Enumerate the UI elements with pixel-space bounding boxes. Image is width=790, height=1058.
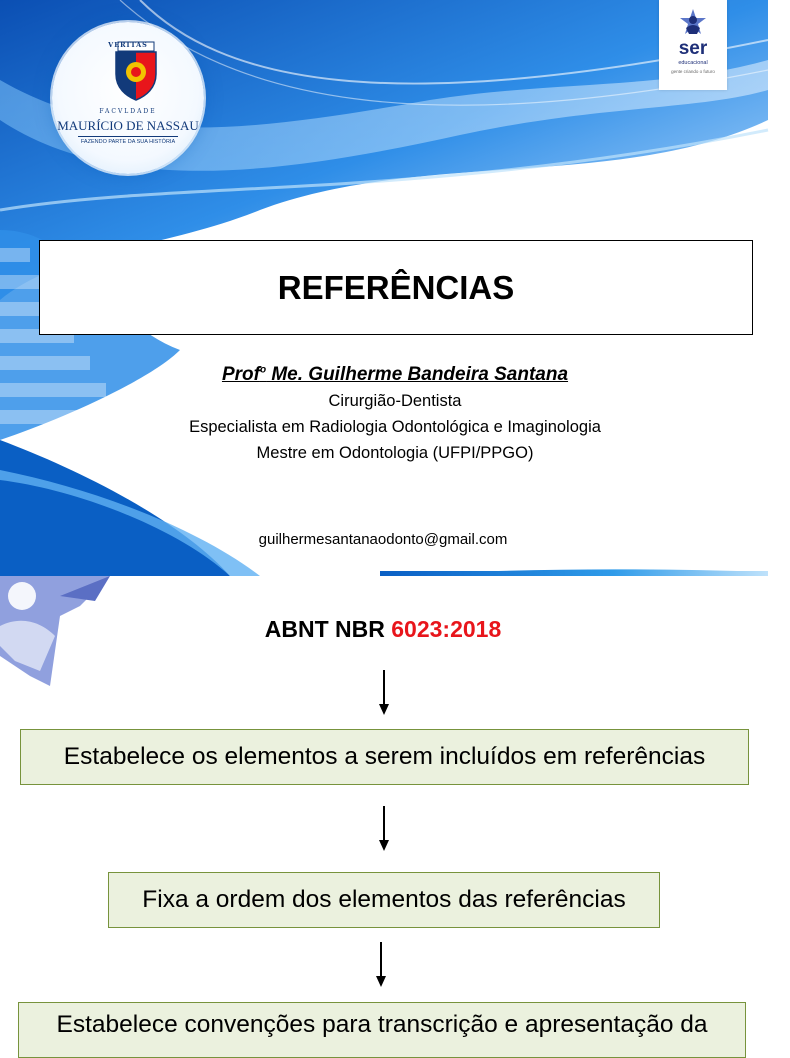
down-arrow-icon	[377, 806, 391, 852]
down-arrow-icon	[374, 942, 388, 988]
contact-email: guilhermesantanaodonto@gmail.com	[258, 531, 508, 548]
professor-prefix: Prof	[221, 364, 260, 385]
down-arrow-icon	[377, 670, 391, 716]
credential-line: Mestre em Odontologia (UFPI/PPGO)	[256, 444, 534, 462]
ser-educacional-logo	[659, 0, 727, 90]
slide-title: REFERÊNCIAS	[277, 268, 515, 306]
step-box: Estabelece os elementos a serem incluídos em referências	[20, 729, 749, 785]
logo-divider	[78, 136, 178, 137]
step-box: Fixa a ordem dos elementos das referências	[108, 872, 660, 928]
standard-heading	[0, 616, 766, 643]
shield-crest-icon	[112, 40, 160, 102]
standard-prefix: ABNT NBR	[264, 616, 392, 642]
credential-line: Cirurgião-Dentista	[328, 392, 462, 410]
credential-line: Especialista em Radiologia Odontológica e Imaginologia	[189, 418, 601, 436]
logo-institution-name: MAURÍCIO DE NASSAU	[57, 118, 199, 133]
professor-name	[0, 364, 790, 386]
partner-logo-name: ser	[678, 38, 708, 59]
partner-logo-subtitle: educacional	[678, 60, 708, 66]
faculty-logo	[52, 22, 204, 174]
standard-number: 6023:2018	[391, 616, 502, 642]
logo-institution-small: FACVLDADE	[99, 108, 157, 115]
star-person-icon	[677, 8, 709, 38]
step-box: Estabelece convenções para transcrição e apresentação da	[18, 1002, 746, 1058]
content-slide	[0, 576, 768, 1038]
logo-tagline: FAZENDO PARTE DA SUA HISTÓRIA	[80, 139, 176, 145]
professor-superscript: o	[259, 364, 267, 376]
partner-logo-slogan: gente criando o futuro	[671, 69, 715, 74]
slide-title-box	[39, 240, 753, 335]
professor-full-name: Me. Guilherme Bandeira Santana	[266, 364, 569, 385]
logo-motto: VERITAS	[108, 41, 148, 49]
